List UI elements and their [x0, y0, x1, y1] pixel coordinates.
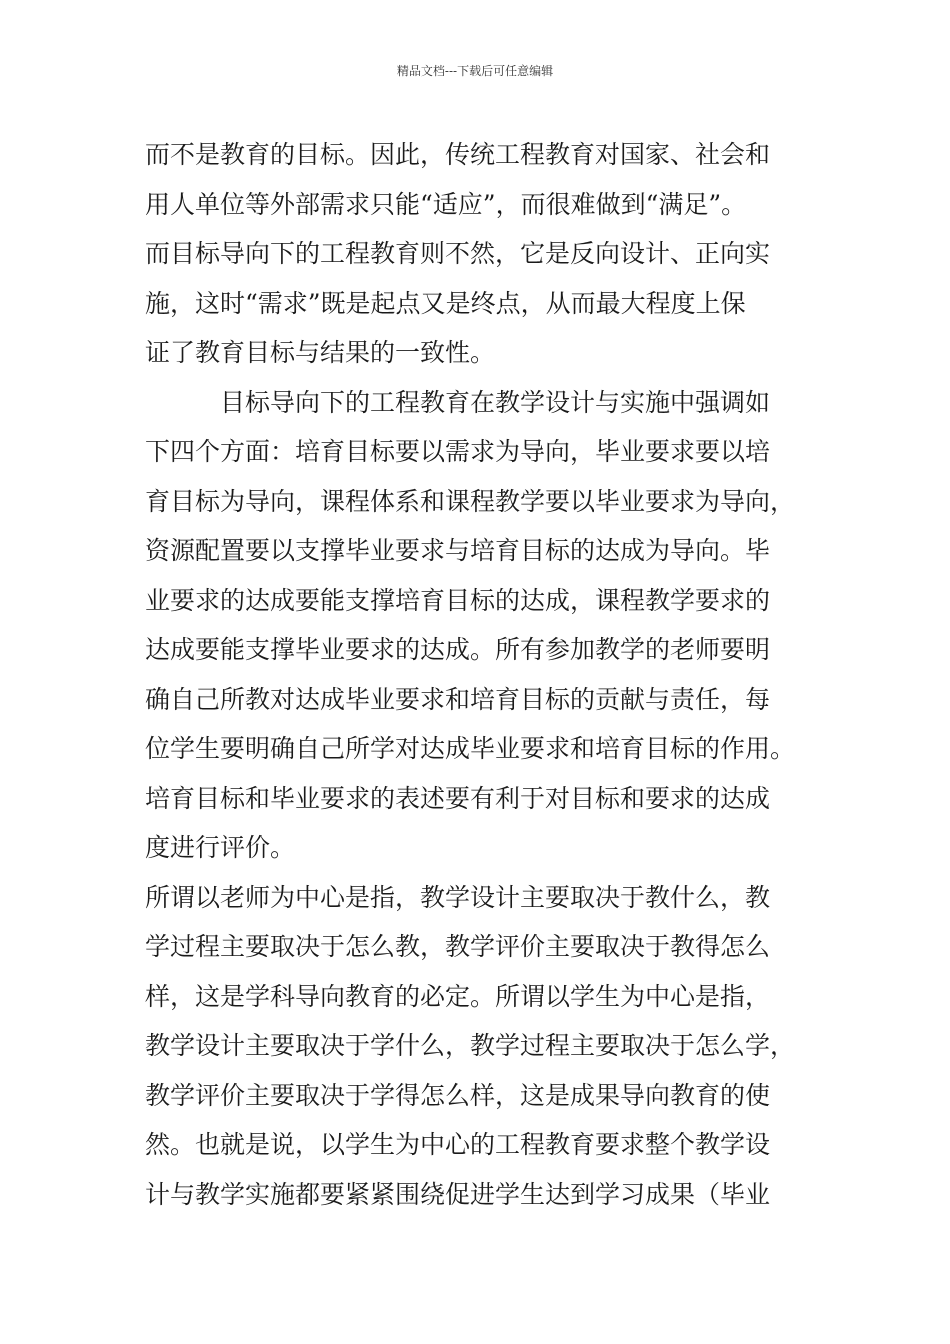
text-line: 达成要能支撑毕业要求的达成。所有参加教学的老师要明	[145, 635, 771, 664]
text-line: 度进行评价。	[145, 833, 296, 862]
text-line: 育目标为导向，课程体系和课程教学要以毕业要求为导向，	[145, 486, 796, 516]
paragraph-first-line: 目标导向下的工程教育在教学设计与实施中强调如	[220, 387, 771, 417]
text-line: 计与教学实施都要紧紧围绕促进学生达到学习成果（毕业	[145, 1179, 771, 1209]
text-line: 培育目标和毕业要求的表述要有利于对目标和要求的达成	[145, 783, 771, 813]
text-line: 而不是教育的目标。因此，传统工程教育对国家、社会和	[145, 140, 771, 169]
text-line: 然。也就是说，以学生为中心的工程教育要求整个教学设	[145, 1130, 771, 1159]
text-line: 用人单位等外部需求只能“适应”，而很难做到“满足”。	[145, 189, 747, 219]
document-body	[145, 130, 825, 1219]
text-line: 学过程主要取决于怎么教，教学评价主要取决于教得怎么	[145, 932, 771, 961]
text-line: 教学评价主要取决于学得怎么样，这是成果导向教育的使	[145, 1080, 771, 1110]
text-line: 资源配置要以支撑毕业要求与培育目标的达成为导向。毕	[145, 536, 771, 565]
text-line: 教学设计主要取决于学什么，教学过程主要取决于怎么学，	[145, 1031, 796, 1060]
paragraph-first-line: 所谓以老师为中心是指，教学设计主要取决于教什么，教	[145, 882, 771, 912]
text-line: 施，这时“需求”既是起点又是终点，从而最大程度上保	[145, 288, 746, 318]
text-line: 而目标导向下的工程教育则不然，它是反向设计、正向实	[145, 239, 771, 268]
text-line: 确自己所教对达成毕业要求和培育目标的贡献与责任，每	[145, 684, 771, 714]
text-line: 样，这是学科导向教育的必定。所谓以学生为中心是指，	[145, 981, 771, 1011]
text-line: 证了教育目标与结果的一致性。	[145, 338, 496, 367]
page-header: 精品文档---下载后可任意编辑	[396, 64, 554, 78]
text-line: 位学生要明确自己所学对达成毕业要求和培育目标的作用。	[145, 734, 796, 763]
text-line: 业要求的达成要能支撑培育目标的达成，课程教学要求的	[145, 585, 771, 615]
text-line: 下四个方面：培育目标要以需求为导向，毕业要求要以培	[145, 437, 771, 466]
